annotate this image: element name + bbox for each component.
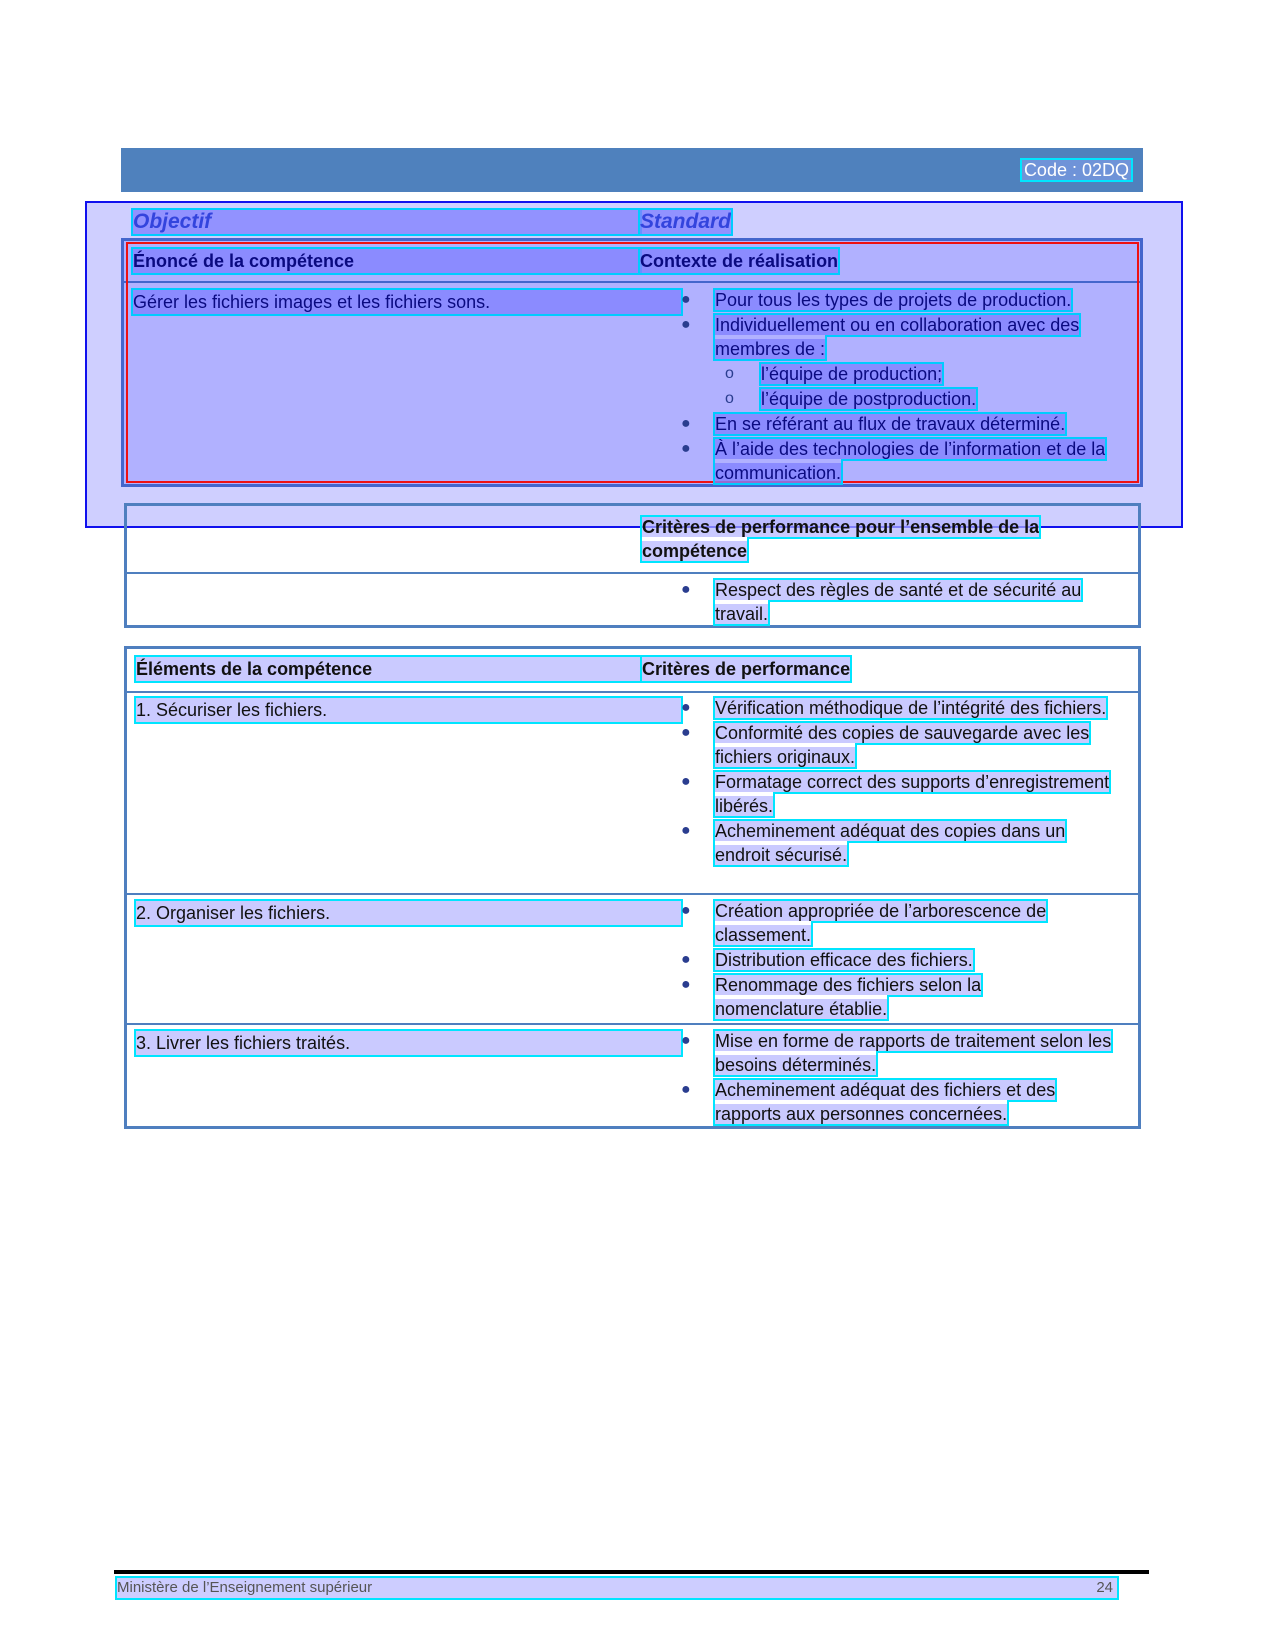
bullet-icon: ● bbox=[681, 699, 691, 716]
bullet-icon: ● bbox=[681, 1081, 691, 1098]
element-3: 3. Livrer les fichiers traités. bbox=[136, 1031, 681, 1055]
element-1: 1. Sécuriser les fichiers. bbox=[136, 698, 681, 722]
element-2: 2. Organiser les fichiers. bbox=[136, 901, 681, 925]
list-item: ● Acheminement adéquat des copies dans un endroit sécurisé. bbox=[681, 821, 1066, 865]
overall-criteria-heading: Critères de performance pour l’ensemble de la compétence bbox=[642, 517, 1040, 561]
circle-bullet-icon: o bbox=[725, 390, 734, 407]
list-item: ● Renommage des fichiers selon la nomenclature établie. bbox=[681, 975, 982, 1019]
divider bbox=[127, 572, 1138, 574]
divider bbox=[127, 691, 1138, 693]
elements-heading: Éléments de la compétence bbox=[136, 657, 640, 681]
list-item: ● Pour tous les types de projets de production. bbox=[681, 290, 1072, 310]
list-item: ● Vérification méthodique de l’intégrité des fichiers. bbox=[681, 698, 1107, 718]
list-item: ● À l’aide des technologies de l’information et de la communication. bbox=[681, 439, 1106, 483]
bullet-icon: ● bbox=[681, 291, 691, 308]
footer-divider bbox=[114, 1570, 1149, 1574]
list-item: o l’équipe de production; bbox=[725, 364, 943, 384]
contexte-heading: Contexte de réalisation bbox=[640, 251, 839, 271]
criteria-list-2 bbox=[681, 899, 1111, 1022]
competency-statement: Gérer les fichiers images et les fichiers sons. bbox=[133, 290, 681, 314]
criteria-heading: Critères de performance bbox=[642, 659, 851, 679]
list-item: ● Respect des règles de santé et de sécurité au travail. bbox=[681, 580, 1082, 624]
bullet-icon: ● bbox=[681, 440, 691, 457]
bullet-icon: ● bbox=[681, 951, 691, 968]
list-item: ● En se référant au flux de travaux déterminé. bbox=[681, 414, 1066, 434]
bullet-icon: ● bbox=[681, 724, 691, 741]
list-item: ● Acheminement adéquat des fichiers et des rapports aux personnes concernées. bbox=[681, 1080, 1056, 1124]
list-item: ● Individuellement ou en collaboration avec des membres de : bbox=[681, 315, 1080, 359]
bullet-icon: ● bbox=[681, 316, 691, 333]
competency-code: Code : 02DQ bbox=[1020, 158, 1133, 182]
bullet-icon: ● bbox=[681, 581, 691, 598]
list-item: ● Conformité des copies de sauvegarde avec les fichiers originaux. bbox=[681, 723, 1090, 767]
list-item: ● Formatage correct des supports d’enregistrement libérés. bbox=[681, 772, 1110, 816]
list-item: ● Distribution efficace des fichiers. bbox=[681, 950, 973, 970]
list-item: ● Mise en forme de rapports de traitement selon les besoins déterminés. bbox=[681, 1031, 1112, 1075]
divider bbox=[127, 1023, 1138, 1025]
criteria-list-3 bbox=[681, 1029, 1121, 1127]
bullet-icon: ● bbox=[681, 822, 691, 839]
bullet-icon: ● bbox=[681, 773, 691, 790]
bullet-icon: ● bbox=[681, 902, 691, 919]
context-list bbox=[681, 288, 1136, 486]
footer bbox=[117, 1578, 1117, 1598]
objectif-label: Objectif bbox=[133, 210, 640, 234]
enonce-heading: Énoncé de la compétence bbox=[133, 249, 640, 273]
bullet-icon: ● bbox=[681, 415, 691, 432]
criteria-list-1 bbox=[681, 696, 1121, 868]
divider bbox=[127, 893, 1138, 895]
standard-label: Standard bbox=[640, 210, 732, 233]
circle-bullet-icon: o bbox=[725, 365, 734, 382]
list-item: ● Création appropriée de l’arborescence de classement. bbox=[681, 901, 1047, 945]
page-number: 24 bbox=[1096, 1579, 1113, 1596]
header-bar bbox=[121, 148, 1143, 192]
list-item: o l’équipe de postproduction. bbox=[725, 389, 977, 409]
footer-ministry: Ministère de l’Enseignement supérieur bbox=[117, 1579, 373, 1596]
overall-criteria-list bbox=[681, 578, 1121, 627]
bullet-icon: ● bbox=[681, 1032, 691, 1049]
bullet-icon: ● bbox=[681, 976, 691, 993]
